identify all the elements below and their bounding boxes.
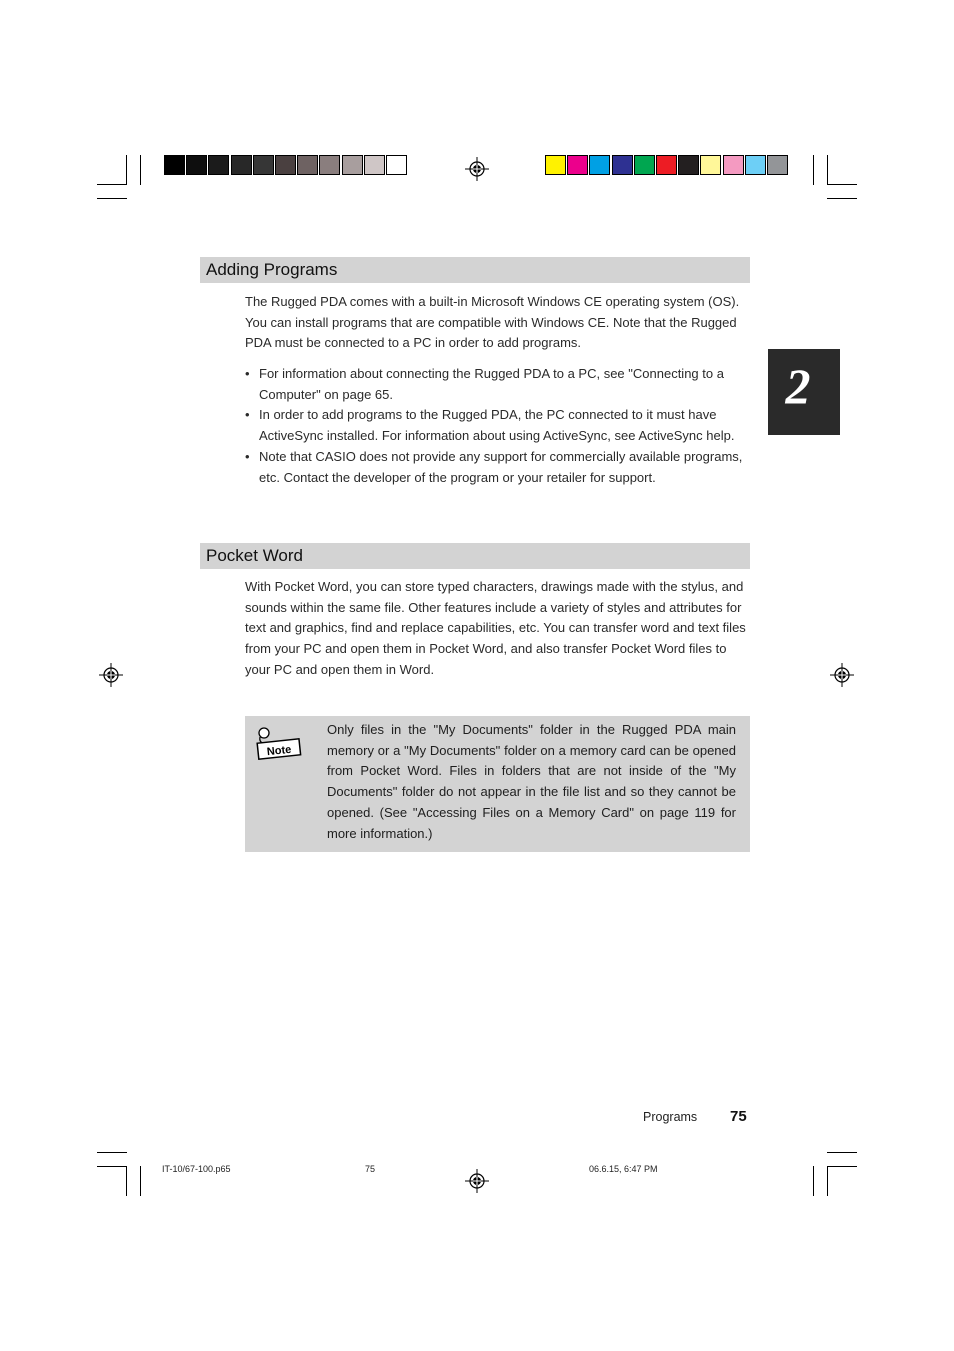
crop-mark (827, 1166, 857, 1167)
crop-mark (827, 1166, 828, 1196)
color-swatch (386, 155, 407, 175)
section-paragraph: With Pocket Word, you can store typed characters, drawings made with the stylus, and sounds within the same file. Other features include a variety of styles and attributes for text and graphics, find and replace capabilities, etc. You can transfer word and text files from your PC and open them in Pocket Word, and also transfer Pocket Word files to your PC and open them in Word. (245, 579, 746, 677)
registration-mark-icon (830, 663, 854, 687)
color-swatch (634, 155, 655, 175)
list-item (245, 405, 750, 446)
crop-mark (126, 1166, 127, 1196)
crop-mark (813, 155, 814, 185)
bullet-list (245, 364, 750, 488)
note-icon (255, 726, 303, 762)
footer-file-page: 75 (365, 1164, 376, 1174)
crop-mark (97, 1152, 127, 1153)
color-swatch (567, 155, 588, 175)
color-swatch (319, 155, 340, 175)
color-swatch (656, 155, 677, 175)
color-swatch (767, 155, 788, 175)
list-item-text: In order to add programs to the Rugged PDA, the PC connected to it must have ActiveSync installed. For information about using ActiveSync, see ActiveSync help. (259, 407, 735, 444)
list-item (245, 447, 750, 488)
chapter-tab (768, 349, 840, 435)
note-box (245, 716, 750, 852)
footer-timestamp: 06.6.15, 6:47 PM (589, 1164, 658, 1174)
bullet-icon: • (245, 366, 250, 381)
crop-mark (827, 155, 828, 185)
crop-mark (827, 198, 857, 199)
color-swatch (745, 155, 766, 175)
color-swatch (297, 155, 318, 175)
section-paragraph: The Rugged PDA comes with a built-in Microsoft Windows CE operating system (OS). You can install programs that are compatible with Windows CE. Note that the Rugged PDA must be connected to a PC in order to add programs. (245, 294, 740, 351)
color-swatch (364, 155, 385, 175)
note-text: Only files in the "My Documents" folder in the Rugged PDA main memory or a "My Documents" folder on a memory card can be opened from Pocket Word. Files in folders that are not inside of the "My Documents" folder do not appear in the file list and so they cannot be opened. (See "Accessing Files on a Memory Card" on page 119 for more information.) (327, 722, 736, 841)
color-swatch (186, 155, 207, 175)
crop-mark (827, 1152, 857, 1153)
registration-mark-icon (99, 663, 123, 687)
color-swatch (275, 155, 296, 175)
crop-mark (97, 198, 127, 199)
registration-mark-icon (465, 157, 489, 181)
bullet-icon: • (245, 407, 250, 423)
color-swatch (723, 155, 744, 175)
section-title: Pocket Word (206, 546, 304, 565)
list-item-text: For information about connecting the Rugged PDA to a PC, see "Connecting to a Computer" on page 65. (259, 366, 724, 402)
bullet-icon: • (245, 448, 250, 464)
color-swatch (342, 155, 363, 175)
list-item (245, 364, 750, 405)
crop-mark (126, 155, 127, 185)
crop-mark (140, 155, 141, 185)
note-label: Note (266, 743, 292, 759)
color-swatch (231, 155, 252, 175)
color-swatch (589, 155, 610, 175)
section-title: Adding Programs (206, 260, 338, 279)
registration-mark-icon (465, 1169, 489, 1193)
color-swatch (253, 155, 274, 175)
crop-mark (97, 184, 127, 185)
crop-mark (827, 184, 857, 185)
color-swatch (208, 155, 229, 175)
footer-section-name: Programs (643, 1110, 698, 1124)
page-number: 75 (730, 1108, 747, 1125)
chapter-number: 2 (785, 358, 811, 414)
crop-mark (140, 1166, 141, 1196)
list-item-text: Note that CASIO does not provide any support for commercially available programs, etc. Contact the developer of the program or your retailer for support. (259, 448, 743, 485)
crop-mark (813, 1166, 814, 1196)
section-heading-adding-programs (200, 257, 750, 283)
color-swatch (678, 155, 699, 175)
color-swatch (164, 155, 185, 175)
color-swatch (700, 155, 721, 175)
color-swatch (545, 155, 566, 175)
crop-mark (97, 1166, 127, 1167)
section-heading-pocket-word (200, 543, 750, 569)
footer-file-name: IT-10/67-100.p65 (162, 1164, 231, 1174)
color-swatch (612, 155, 633, 175)
